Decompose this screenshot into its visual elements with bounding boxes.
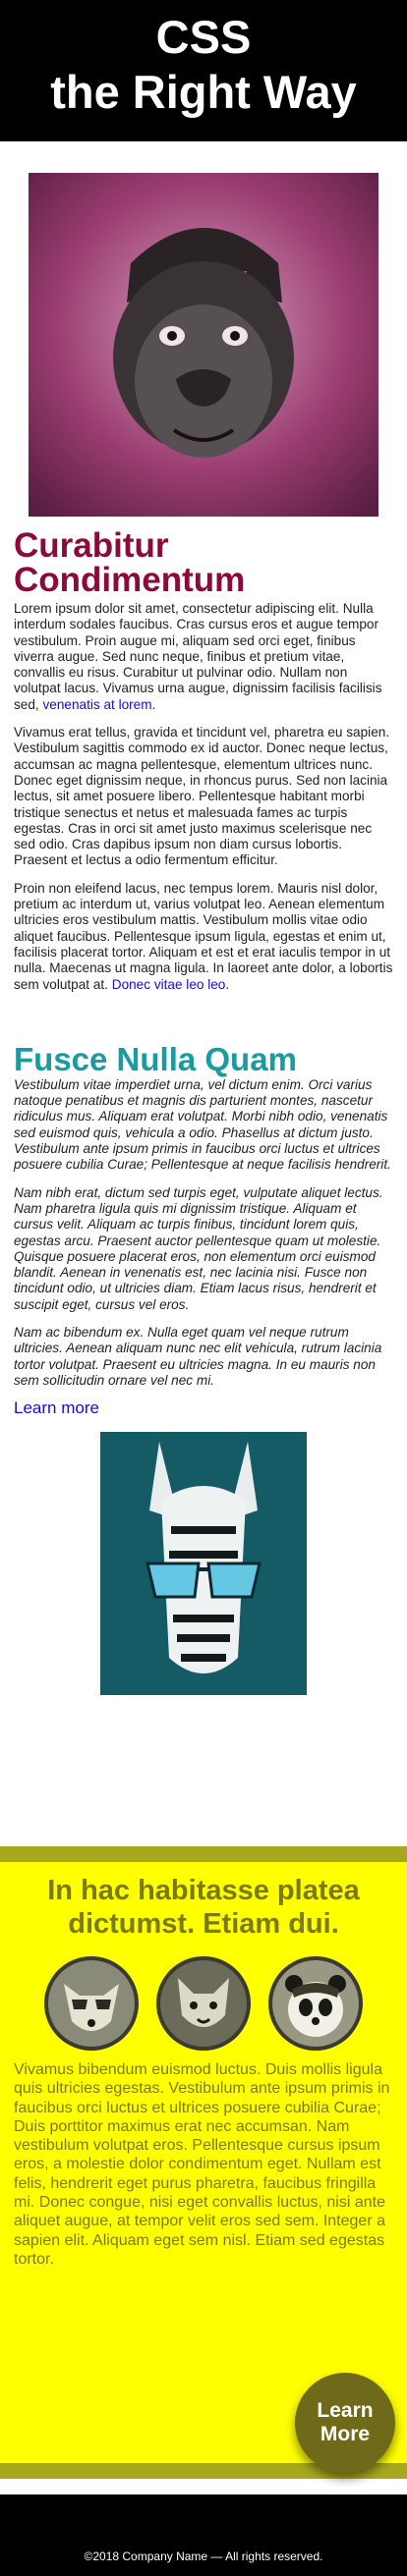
hero-header [0, 0, 407, 141]
promo-section [0, 1846, 407, 2479]
section1-paragraph-1: Lorem ipsum dolor sit amet, consectetur adipiscing elit. Nulla interdum sodales faucibus. Cras cursus eros et augue tempor vestibulum. Proin augue mi, aliquam sed orci eget, finibus viverra augue. Sed nunc neque, finibus et pretium vitae, convallis eu risus. Curabitur ut pulvinar odio. Nullam non volutpat lacus. Vivamus urna augue, dignissim facilisis facilisis sed, venenatis at lorem. [14, 601, 382, 712]
section-fusce [0, 1042, 407, 1695]
section2-paragraph-2: Nam nibh erat, dictum sed turpis eget, vulputate aliquet lectus. Nam pharetra ligula quis mi dignissim tristique. Aliquam et cursus velit. Aliquam ac turpis finibus, tincidunt lorem quis, egestas arcu. Praesent auctor pellentesque quam ut molestie. Quisque posuere placerat eros, non elementum orci euismod blandit. Aenean in venenatis est, nec lacinia nisi. Fusce non tincidunt odio, ut ultricies diam. Etiam lacus risus, hendrerit et suscipit eget, cursus vel eros. [14, 1184, 383, 1312]
promo-text: Vivamus bibendum euismod luctus. Duis mollis ligula quis ultricies egestas. Vestibulum ante ipsum primis in faucibus orci luctus et ultrices posuere cubilia Curae; Duis porttitor maximus erat nec accumsan. Nam vestibulum volutpat eros. Pellentesque cursus ipsum eros, a molestie dolor condimentum eget. Nullam est felis, hendrerit eget purus pharetra, faucibus fringilla mi. Donec congue, nisi eget convallis luctus, nisi ante aliquet augue, at tempor velit eros sed sem. Integer a sapien elit. Aliquam eget sem nisl. Etiam sed egestas tortor. [14, 2061, 390, 2268]
page-footer [0, 2494, 407, 2576]
section-curabitur [0, 173, 407, 993]
avatar-row [0, 1954, 407, 2053]
fox-aviator-icon [42, 1954, 141, 2053]
learn-more-link[interactable]: Learn more [14, 1398, 99, 1418]
wolf-icon [154, 1954, 253, 2053]
panda-aviator-icon [266, 1954, 365, 2053]
zebra-sunglasses-icon [100, 1432, 307, 1695]
page-title: CSS the Right Way [50, 11, 357, 118]
section2-paragraph-1: Vestibulum vitae imperdiet urna, vel dictum enim. Orci varius natoque penatibus et magnis dis parturient montes, nascetur ridiculus mus. Aliquam erat volutpat. Morbi nibh odio, venenatis sed euismod quis, vehicula a odio. Phasellus at dictum justo. Vestibulum ante ipsum primis in faucibus orci luctus et ultrices posuere cubilia Curae; Pellentesque at neque facilisis hendrerit. [14, 1076, 391, 1173]
section1-title: Curabitur Condimentum [14, 526, 246, 599]
promo-title: In hac habitasse platea dictumst. Etiam dui. [47, 1875, 360, 1940]
section1-paragraph-2: Vivamus erat tellus, gravida et tincidunt vel, pharetra eu sapien. Vestibulum sagittis commodo ex id auctor. Donec neque lectus, accumsan ac magna pellentesque, elementum ultrices nunc. Donec eget dignissim neque, in rhoncus purus. Sed non lacinia lectus, sit amet posuere libero. Pellentesque habitant morbi tristique senectus et netus et malesuada fames ac turpis egestas. Cras in orci sit amet justo maximus scelerisque nec sed odio. Cras dapibus ipsum non diam cursus lobortis. Praesent et lectus a odio fermentum efficitur. [14, 725, 390, 868]
gorilla-portrait-icon [29, 173, 378, 517]
venenatis-link[interactable]: venenatis at lorem. [42, 696, 156, 712]
section1-paragraph-3: Proin non eleifend lacus, nec tempus lorem. Mauris nisl dolor, pretium ac interdum ut, varius volutpat leo. Aenean elementum ultricies eros vestibulum mattis. Vestibulum mollis vitae odio aliquet faucibus. Pellentesque ipsum ligula, egestas et enim ut, facilisis placerat tortor. Aliquam et est et erat iaculis tempor in ut nulla. Maecenas ut magna ligula. In laoreet ante dolor, a lobortis sem volutpat at. Donec vitae leo leo. [14, 880, 393, 992]
copyright-text: ©2018 Company Name — All rights reserved. [84, 2549, 323, 2563]
section2-paragraph-3: Nam ac bibendum ex. Nulla eget quam vel neque rutrum ultricies. Aenean aliquam nunc nec elit vehicula, rutrum lacinia tortor volutpat. Praesent eu ultricies magna. In eu mauris non sem sollicitudin ornare vel nec mi. [14, 1324, 382, 1388]
donec-link[interactable]: Donec vitae leo leo. [111, 976, 230, 992]
learn-more-button[interactable]: Learn More [295, 2373, 395, 2473]
section2-title: Fusce Nulla Quam [14, 1040, 297, 1077]
